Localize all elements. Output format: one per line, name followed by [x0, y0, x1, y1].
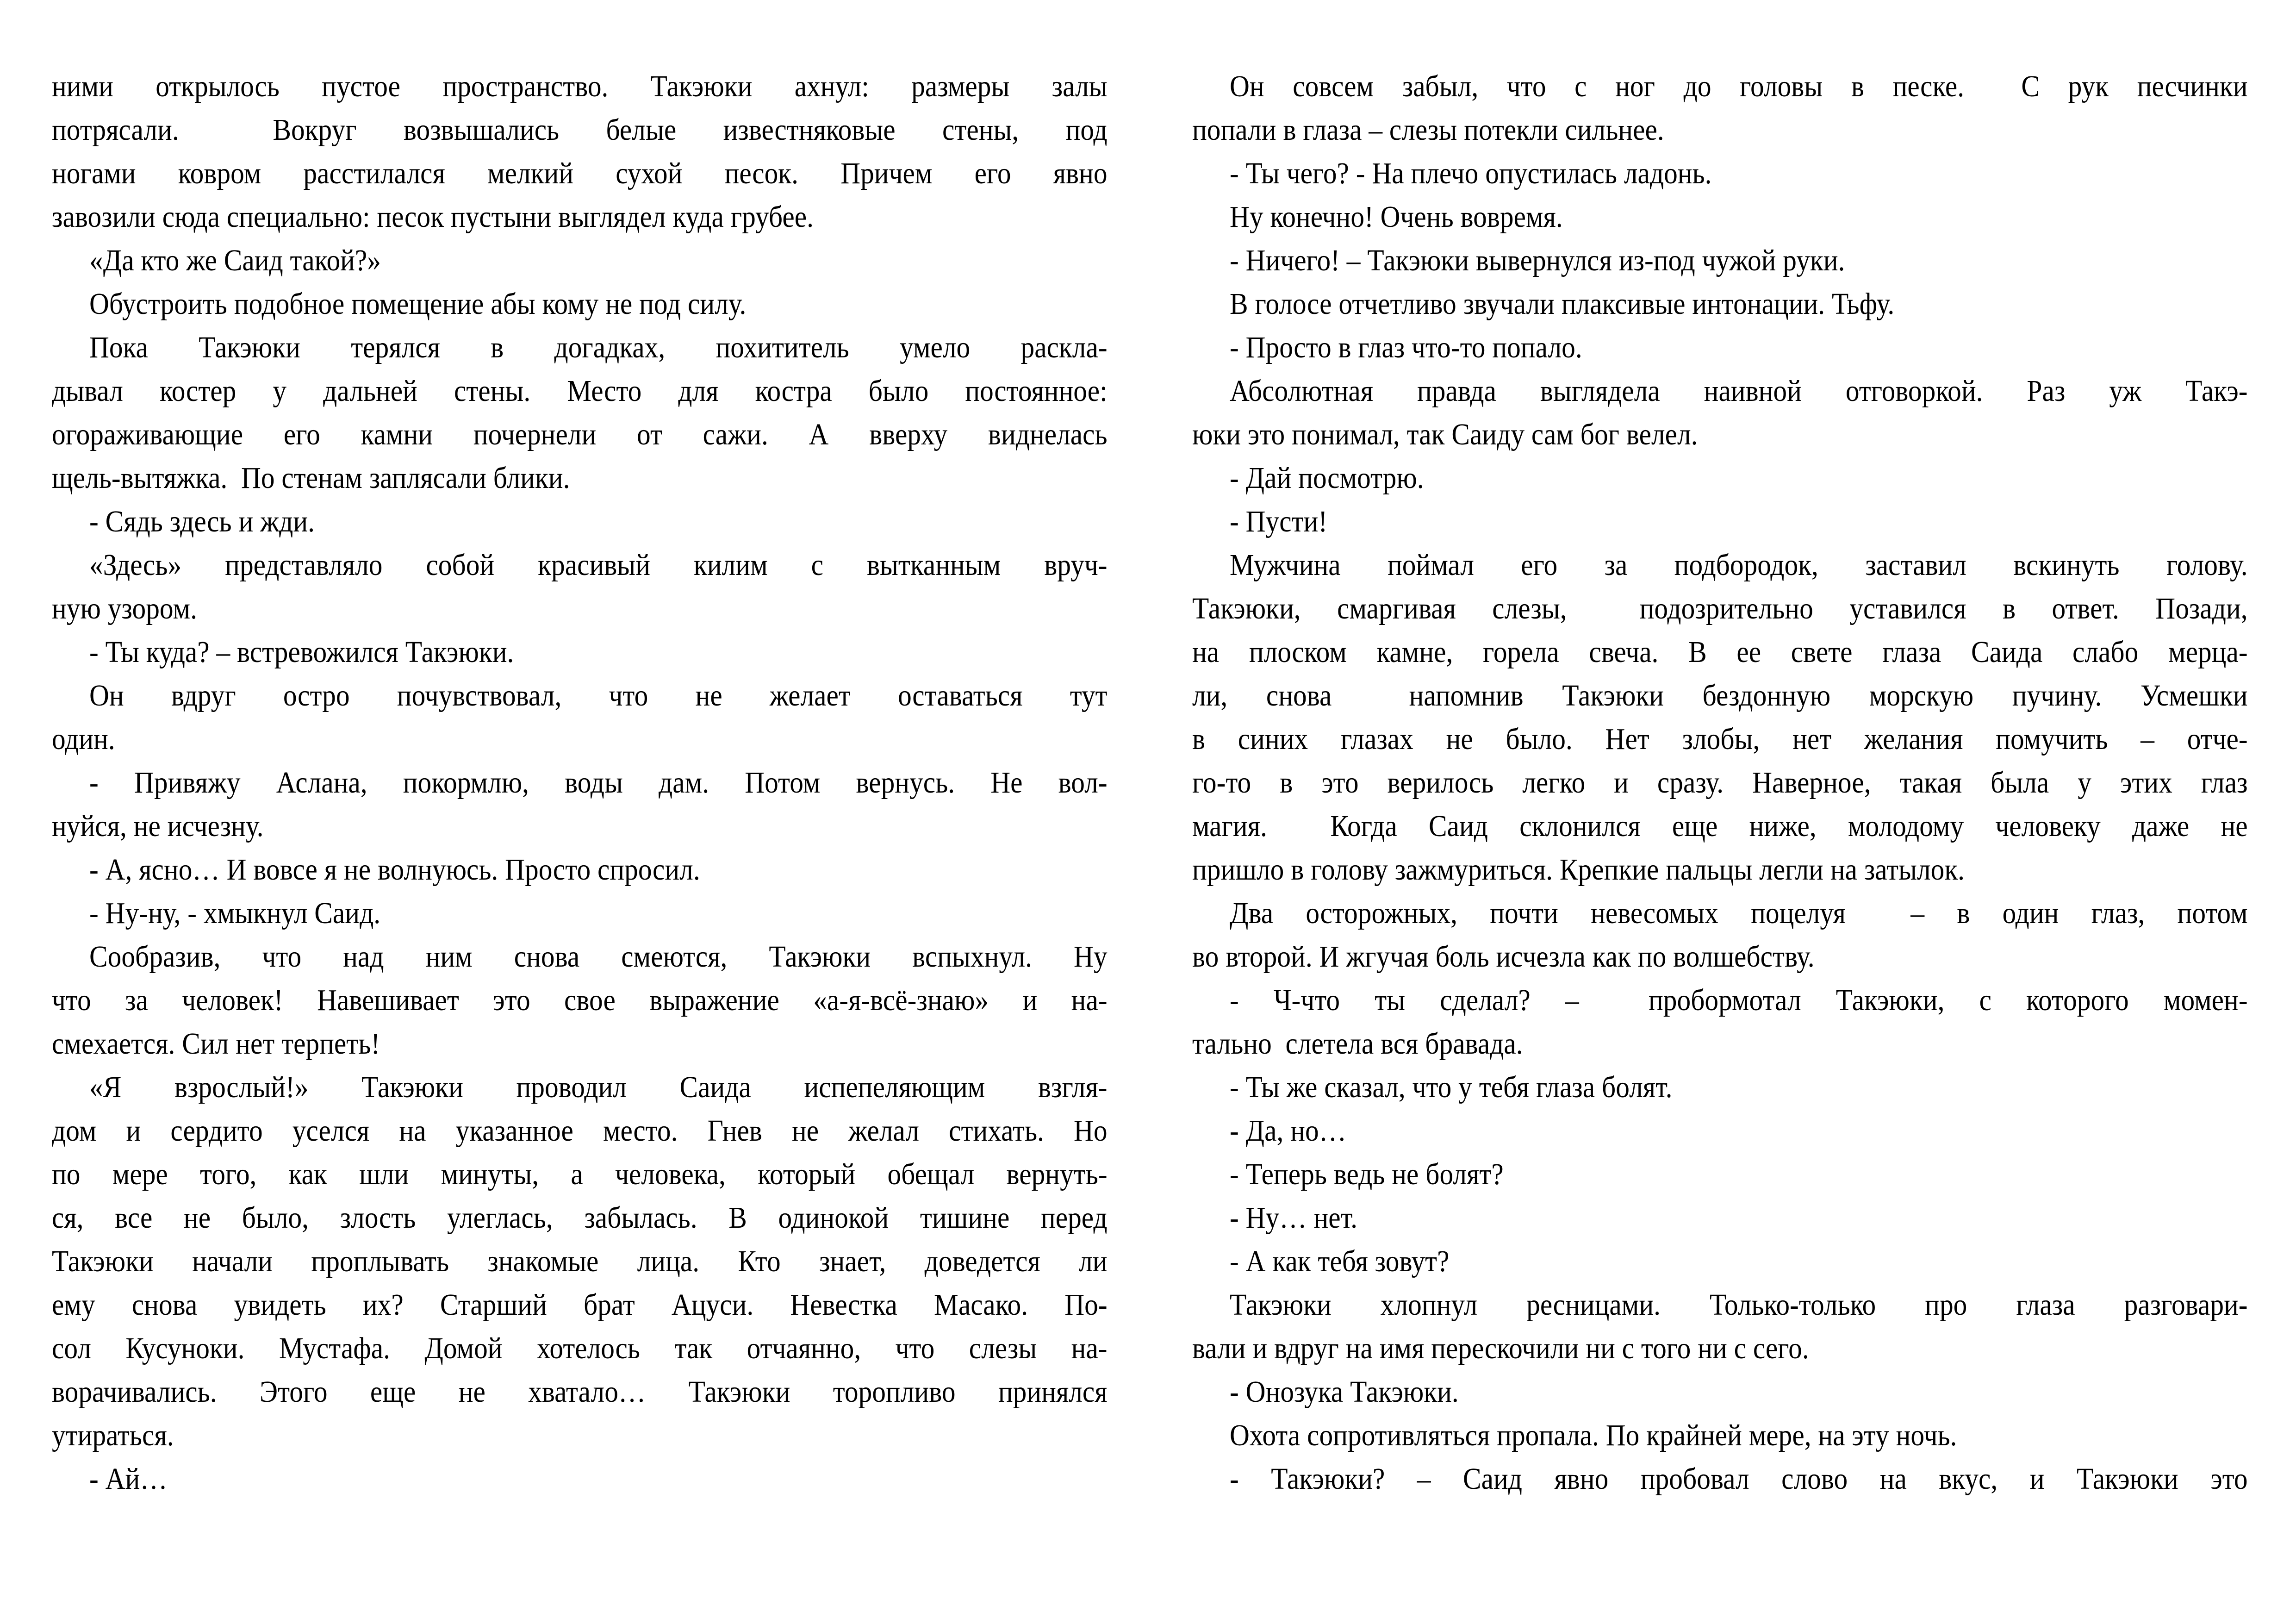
text-line: - Ты же сказал, что у тебя глаза болят. [1230, 1070, 1673, 1104]
text-line: Такэюки, смаргивая слезы, подозрительно уставился в ответ. Позади, [1192, 592, 2248, 625]
text-line: Ну конечно! Очень вовремя. [1230, 200, 1563, 234]
text-line: завозили сюда специально: песок пустыни выглядел куда грубее. [52, 200, 814, 234]
text-line: «Я взрослый!» Такэюки проводил Саида испепеляющим взгля- [89, 1070, 1108, 1104]
text-line: ногами ковром расстилался мелкий сухой песок. Причем его явно [52, 156, 1108, 190]
text-line: го-то в это верилось легко и сразу. Наверное, такая была у этих глаз [1192, 766, 2248, 800]
text-line: тально слетела вся бравада. [1192, 1027, 1523, 1061]
text-line: - Такэюки? – Саид явно пробовал слово на вкус, и Такэюки это [1230, 1462, 2248, 1496]
text-line: вали и вдруг на имя перескочили ни с того ни с сего. [1192, 1331, 1809, 1365]
text-line: щель-вытяжка. По стенам заплясали блики. [52, 461, 570, 495]
text-line: - Ничего! – Такэюки вывернулся из-под чужой руки. [1230, 244, 1845, 277]
text-line: - Дай посмотрю. [1230, 461, 1424, 495]
text-line: ворачивались. Этого еще не хватало… Такэюки торопливо принялся [52, 1375, 1108, 1409]
text-line: один. [52, 722, 115, 756]
text-line: по мере того, как шли минуты, а человека, который обещал вернуть- [52, 1157, 1108, 1191]
text-line: в синих глазах не было. Нет злобы, нет желания помучить – отче- [1192, 722, 2248, 756]
text-line: Два осторожных, почти невесомых поцелуя – в один глаз, потом [1230, 896, 2248, 930]
text-line: на плоском камне, горела свеча. В ее свете глаза Саида слабо мерца- [1192, 635, 2248, 669]
text-line: огораживающие его камни почернели от сажи. А вверху виднелась [52, 418, 1108, 451]
text-line: - А как тебя зовут? [1230, 1244, 1450, 1278]
text-line: - Ч-что ты сделал? – пробормотал Такэюки, с которого момен- [1230, 983, 2248, 1017]
text-line: - Ты куда? – встревожился Такэюки. [89, 635, 514, 669]
text-line: - Привяжу Аслана, покормлю, воды дам. Потом вернусь. Не вол- [89, 766, 1108, 800]
text-line: что за человек! Навешивает это свое выражение «а-я-всё-знаю» и на- [52, 983, 1108, 1017]
text-line: - Теперь ведь не болят? [1230, 1157, 1504, 1191]
text-line: нуйся, не исчезну. [52, 809, 264, 843]
text-line: Абсолютная правда выглядела наивной отговоркой. Раз уж Такэ- [1230, 374, 2248, 408]
text-line: пришло в голову зажмуриться. Крепкие пальцы легли на затылок. [1192, 853, 1965, 887]
text-line: Сообразив, что над ним снова смеются, Такэюки вспыхнул. Ну [89, 940, 1108, 974]
text-line: - Ты чего? - На плечо опустилась ладонь. [1230, 156, 1712, 190]
text-line: - Ну-ну, - хмыкнул Саид. [89, 896, 381, 930]
text-line: - Сядь здесь и жди. [89, 505, 315, 538]
text-line: юки это понимал, так Саиду сам бог велел. [1192, 418, 1698, 451]
text-line: ную узором. [52, 592, 197, 625]
text-line: утираться. [52, 1418, 174, 1452]
text-line: Такэюки начали проплывать знакомые лица. Кто знает, доведется ли [52, 1244, 1108, 1278]
text-line: ли, снова напомнив Такэюки бездонную морскую пучину. Усмешки [1192, 679, 2248, 712]
text-line: смехается. Сил нет терпеть! [52, 1027, 380, 1061]
text-line: магия. Когда Саид склонился еще ниже, молодому человеку даже не [1192, 809, 2248, 843]
text-line: - Просто в глаз что-то попало. [1230, 331, 1582, 364]
text-line: дом и сердито уселся на указанное место. Гнев не желал стихать. Но [52, 1114, 1108, 1148]
text-line: «Да кто же Саид такой?» [89, 244, 381, 277]
text-line: Обустроить подобное помещение абы кому не под силу. [89, 287, 747, 321]
right-page-column [1192, 65, 2248, 1501]
text-line: Пока Такэюки терялся в догадках, похититель умело раскла- [89, 331, 1108, 364]
text-line: ему снова увидеть их? Старший брат Ацуси. Невестка Масако. По- [52, 1288, 1108, 1322]
text-line: ся, все не было, злость улеглась, забылась. В одинокой тишине перед [52, 1201, 1108, 1235]
text-line: дывал костер у дальней стены. Место для костра было постоянное: [52, 374, 1108, 408]
text-line: - Ай… [89, 1462, 168, 1496]
text-line: - Онозука Такэюки. [1230, 1375, 1459, 1409]
text-line: потрясали. Вокруг возвышались белые известняковые стены, под [52, 113, 1108, 147]
text-line: «Здесь» представляло собой красивый килим с вытканным вруч- [89, 548, 1108, 582]
text-line: Охота сопротивляться пропала. По крайней мере, на эту ночь. [1230, 1418, 1957, 1452]
text-line: попали в глаза – слезы потекли сильнее. [1192, 113, 1664, 147]
text-line: Такэюки хлопнул ресницами. Только-только про глаза разговари- [1230, 1288, 2248, 1322]
text-line: В голосе отчетливо звучали плаксивые интонации. Тьфу. [1230, 287, 1895, 321]
text-line: Мужчина поймал его за подбородок, заставил вскинуть голову. [1230, 548, 2248, 582]
text-line: - Ну… нет. [1230, 1201, 1357, 1235]
text-line: сол Кусуноки. Мустафа. Домой хотелось так отчаянно, что слезы на- [52, 1331, 1108, 1365]
text-line: Он совсем забыл, что с ног до головы в песке. С рук песчинки [1230, 69, 2248, 103]
text-line: - Пусти! [1230, 505, 1328, 538]
text-line: во второй. И жгучая боль исчезла как по волшебству. [1192, 940, 1815, 974]
left-page-column [52, 65, 1108, 1501]
text-line: - А, ясно… И вовсе я не волнуюсь. Просто спросил. [89, 853, 700, 887]
text-line: Он вдруг остро почувствовал, что не желает оставаться тут [89, 679, 1108, 712]
text-line: ними открылось пустое пространство. Такэюки ахнул: размеры залы [52, 69, 1108, 103]
text-line: - Да, но… [1230, 1114, 1347, 1148]
